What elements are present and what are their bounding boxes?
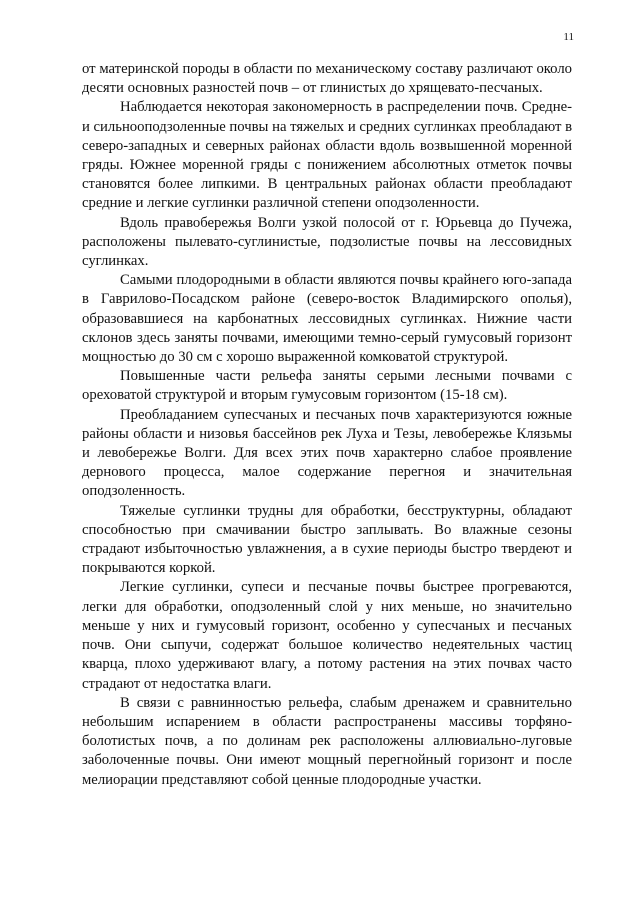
- paragraph-soil-distribution: Наблюдается некоторая закономерность в распределении почв. Средне- и сильнооподзоленные почвы на тяжелых и средних суглинках преобладают в северо-западных и северных районах области вдоль возвышенной моренной гряды. Южнее моренной гряды с понижением абсолютных отметок почвы становятся более липкими. В центральных районах области преобладают средние и легкие суглинки различной степени оподзоленности.: [82, 99, 573, 212]
- paragraph-heavy-loams: Тяжелые суглинки трудны для обработки, бесструктурны, обладают способностью при смачивании быстро заплывать. Во влажные сезоны страдают избыточностью увлажнения, а в сухие периоды быстро твердеют и покрываются коркой.: [82, 502, 572, 577]
- paragraph-gray-forest-soils: Повышенные части рельефа заняты серыми лесными почвами с ореховатой структурой и вторым гумусовым горизонтом (15-18 см).: [82, 368, 572, 404]
- paragraph-peat-bog-soils: В связи с равнинностью рельефа, слабым дренажем и сравнительно небольшим испарением в области распространены массивы торфяно-болотистых почв, а по долинам рек расположены аллювиально-луговые заболоченные почвы. Они имеют мощный перегнойный горизонт и после мелиорации представляют собой ценные плодородные участки.: [82, 694, 572, 788]
- paragraph-fertile-soils: Самыми плодородными в области являются почвы крайнего юго-запада в Гаврилово-Посадском районе (северо-восток Владимирского ополья), образовавшиеся на карбонатных лессовидных суглинках. Нижние части склонов здесь заняты почвами, имеющими темно-серый гумусовый горизонт мощностью до 30 см с хорошо выраженной комковатой структурой.: [82, 272, 572, 366]
- paragraph-continued: от материнской породы в области по механическому составу различают около десяти основных разностей почв – от глинистых до хрящевато-песчаных.: [82, 61, 572, 97]
- body-text: [82, 60, 572, 790]
- paragraph-sandy-soils: Преобладанием супесчаных и песчаных почв характеризуются южные районы области и низовья бассейнов рек Луха и Тезы, левобережье Клязьмы и левобережье Волги. Для всех этих почв характерно слабое проявление дернового процесса, малое содержание перегноя и значительная оподзоленность.: [82, 406, 572, 500]
- paragraph-light-loams: Легкие суглинки, супеси и песчаные почвы быстрее прогреваются, легки для обработки, оподзоленный слой у них меньше, но значительно меньше у них и гумусовый горизонт, особенно у супесчаных и песчаных почв. Они сыпучи, содержат большое количество недеятельных частиц кварца, плохо удерживают влагу, а потому растения на этих почвах часто страдают от недостатка влаги.: [82, 579, 572, 692]
- page-number: 11: [563, 31, 574, 43]
- paragraph-volga-right-bank: Вдоль правобережья Волги узкой полосой от г. Юрьевца до Пучежа, расположены пылевато-суглинистые, подзолистые почвы на лессовидных суглинках.: [82, 214, 572, 270]
